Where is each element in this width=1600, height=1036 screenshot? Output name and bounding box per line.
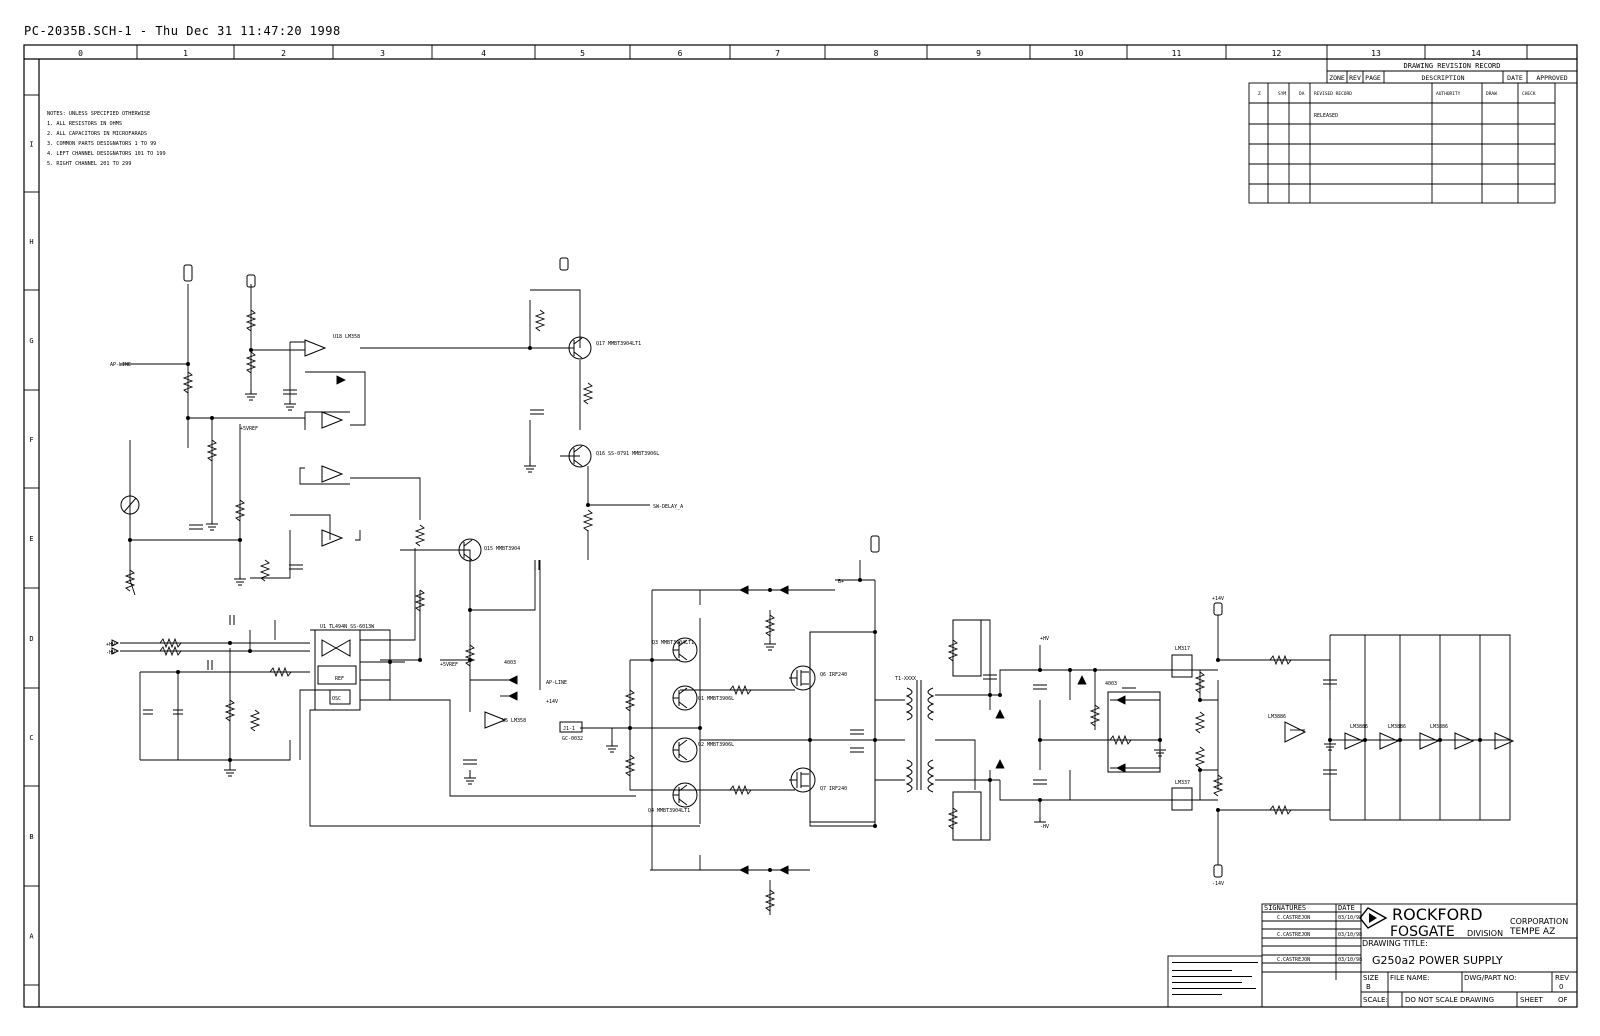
- company-division: DIVISION: [1467, 929, 1504, 938]
- label-mv: -HV: [106, 650, 116, 656]
- sheet-border: [24, 45, 1577, 1007]
- revision-head-cell: REV: [1349, 74, 1361, 82]
- zone-label-side: B: [29, 833, 34, 841]
- label-q1: Q1 MMBT3906L: [698, 696, 735, 702]
- company-location: TEMPE AZ: [1510, 927, 1556, 937]
- zone-label-side: H: [29, 238, 34, 246]
- zone-label-side: D: [29, 635, 34, 643]
- do-not-scale-label: DO NOT SCALE DRAWING: [1405, 996, 1495, 1004]
- zone-label-side: F: [29, 436, 34, 444]
- revision-col-cell: CHECK: [1522, 92, 1536, 97]
- revision-head-cell: PAGE: [1365, 74, 1381, 82]
- drawn-date: 03/10/98: [1338, 915, 1363, 921]
- label-4003-b: 4003: [1105, 681, 1118, 687]
- eng-by: C.CASTREJON: [1277, 932, 1311, 938]
- zone-label-top: 8: [873, 49, 879, 58]
- zone-label-top: 5: [580, 49, 585, 58]
- zone-label-side: I: [29, 140, 34, 149]
- label-u1-ref: REF: [335, 676, 345, 682]
- label-bplus: B+: [838, 579, 845, 585]
- zone-label-top: 14: [1471, 49, 1481, 58]
- label-q4: Q4 MMBT3904LT1: [648, 808, 691, 814]
- zone-label-top: 7: [775, 49, 780, 58]
- revision-col-cell: Z: [1258, 92, 1261, 97]
- zone-label-top: 6: [677, 49, 683, 58]
- signatures-head: SIGNATURES: [1264, 904, 1307, 912]
- revision-head-cell: DATE: [1507, 74, 1523, 82]
- zone-label-top: 9: [976, 49, 981, 58]
- drawing-notes: [47, 111, 166, 167]
- label-ap-line-2: AP-LINE: [546, 680, 568, 686]
- drawing-title-label: DRAWING TITLE:: [1362, 939, 1428, 948]
- label-u5: U5 LM358: [502, 718, 527, 724]
- label-reg2: LM3886: [1388, 724, 1407, 730]
- zone-label-side: C: [29, 734, 34, 742]
- label-q2: Q2 MMBT3906L: [698, 742, 735, 748]
- label-reg3: LM3886: [1430, 724, 1449, 730]
- rev-label: REV: [1555, 974, 1570, 982]
- zone-label-top: 13: [1371, 49, 1381, 58]
- note-line: 1. ALL RESISTORS IN OHMS: [47, 121, 122, 127]
- zone-label-top: 1: [183, 49, 188, 58]
- note-line: NOTES: UNLESS SPECIFIED OTHERWISE: [47, 111, 151, 117]
- of-label: OF: [1558, 996, 1568, 1004]
- zone-label-top: 3: [380, 49, 385, 58]
- drawing-title: G250a2 POWER SUPPLY: [1372, 954, 1503, 967]
- note-line: 2. ALL CAPACITORS IN MICROFARADS: [47, 131, 147, 137]
- zone-label-top: 12: [1271, 49, 1282, 58]
- size-value: B: [1366, 983, 1371, 991]
- note-line: 3. COMMON PARTS DESIGNATORS 1 TO 99: [47, 141, 157, 147]
- revision-head-cell: DESCRIPTION: [1421, 74, 1465, 82]
- zone-label-top: 11: [1171, 49, 1182, 58]
- revision-row1: RELEASED: [1314, 113, 1339, 119]
- label-q16: Q16 SS-0791 MMBT3906L: [596, 451, 660, 457]
- approval-stamp: [1172, 962, 1258, 995]
- revision-head-cell: APPROVED: [1536, 74, 1568, 82]
- revision-record-table: [1249, 59, 1577, 203]
- zone-label-top: 4: [481, 49, 486, 58]
- zone-label-side: G: [29, 337, 34, 345]
- company-name-line1: ROCKFORD: [1392, 905, 1483, 924]
- revision-col-cell: DRAW: [1486, 92, 1497, 97]
- label-sw-delay: SW-DELAY_A: [653, 504, 684, 510]
- revision-col-cell: REVISED RECORD: [1314, 92, 1352, 97]
- scale-label: SCALE:: [1363, 996, 1388, 1004]
- label-4003: 4003: [504, 660, 517, 666]
- label-reg1: LM3886: [1350, 724, 1369, 730]
- label-p14v: +14V: [546, 699, 559, 705]
- zone-label-top: 2: [281, 49, 286, 58]
- top-zone-ruler: [78, 45, 1527, 59]
- revision-col-cell: SYM: [1278, 92, 1287, 97]
- label-lm337: LM337: [1175, 780, 1191, 786]
- label-t1: T1-XXXX: [895, 676, 917, 682]
- label-q7: Q7 IRF240: [820, 786, 848, 792]
- date-head: DATE: [1338, 904, 1355, 912]
- revision-title: DRAWING REVISION RECORD: [1403, 62, 1501, 70]
- capacitor-symbols: [143, 390, 1337, 784]
- sheet-label: SHEET: [1520, 996, 1543, 1004]
- note-line: 5. RIGHT CHANNEL 201 TO 299: [47, 161, 132, 167]
- resistor-symbols: [126, 310, 1291, 911]
- dwg-part-label: DWG/PART NO:: [1464, 974, 1517, 982]
- label-u18: U18 LM358: [333, 334, 361, 340]
- zone-label-side: A: [29, 932, 34, 941]
- revision-col-cell: DA: [1299, 92, 1305, 97]
- junction-dots: [128, 346, 1482, 872]
- label-j1: J1-1: [563, 726, 576, 732]
- note-line: 4. LEFT CHANNEL DESIGNATORS 101 TO 199: [47, 151, 166, 157]
- label-u1-osc: OSC: [332, 696, 342, 702]
- rockford-logo: [1360, 908, 1386, 928]
- label-q3: Q3 MMBT3904LT1: [652, 640, 695, 646]
- zone-label-top: 0: [78, 49, 83, 58]
- label-lm317: LM317: [1175, 646, 1191, 652]
- revision-header-row: [1329, 74, 1568, 82]
- label-p14v-out: +14V: [1212, 596, 1225, 602]
- label-m14v: -14V: [1212, 881, 1225, 887]
- size-label: SIZE: [1363, 974, 1379, 982]
- eng-by-2: C.CASTREJON: [1277, 957, 1311, 963]
- ground-and-connector-symbols: [112, 258, 1336, 877]
- zone-label-side: E: [29, 535, 34, 543]
- revision-columns-row: [1258, 91, 1536, 97]
- label-ap-line: AP-LINE: [110, 362, 132, 368]
- net-labels: [106, 334, 1448, 887]
- label-q6: Q6 IRF240: [820, 672, 848, 678]
- company-name-line2: FOSGATE: [1390, 924, 1455, 940]
- revision-head-cell: ZONE: [1329, 74, 1345, 82]
- company-corp: CORPORATION: [1510, 917, 1569, 926]
- label-pv-2: +HV: [1040, 636, 1050, 642]
- label-p5vref: +5VREF: [240, 426, 259, 432]
- zone-label-top: 10: [1073, 49, 1084, 58]
- label-p5vref-2: +5VREF: [440, 662, 459, 668]
- label-gc: GC-0032: [562, 736, 584, 742]
- label-u1: U1 TL494N SS-6013W: [320, 624, 375, 630]
- drawn-by: C.CASTREJON: [1277, 915, 1311, 921]
- revision-col-cell: AUTHORITY: [1436, 92, 1461, 97]
- label-q15: Q15 MMBT3904: [484, 546, 521, 552]
- label-pv: +HV: [106, 642, 116, 648]
- label-mv-2: -HV: [1040, 824, 1050, 830]
- side-zone-ruler: [24, 95, 39, 985]
- window-header-title: PC-2035B.SCH-1 - Thu Dec 31 11:47:20 1998: [24, 24, 341, 38]
- diode-symbols: [337, 376, 1125, 874]
- file-name-label: FILE NAME:: [1390, 974, 1430, 982]
- label-q17: Q17 MMBT3904LT1: [596, 341, 642, 347]
- rev-value: 0: [1559, 983, 1564, 991]
- label-reg4: LM3886: [1268, 714, 1287, 720]
- schematic-wires: [120, 284, 1510, 915]
- eng-date: 03/10/98: [1338, 932, 1363, 938]
- eng-date-2: 03/10/98: [1338, 957, 1363, 963]
